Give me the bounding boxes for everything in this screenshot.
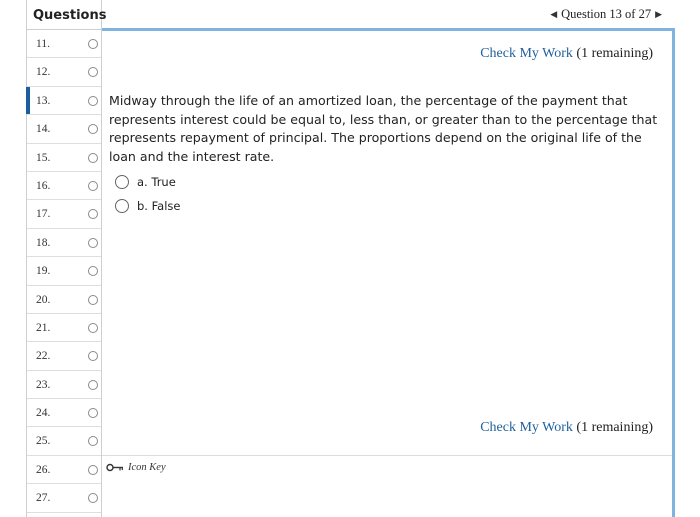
check-my-work-link[interactable]: Check My Work <box>480 46 573 61</box>
option-false[interactable] <box>115 199 180 213</box>
sidebar-question-item[interactable] <box>27 399 101 427</box>
question-number: 19. <box>36 265 51 278</box>
question-number: 18. <box>36 236 51 249</box>
question-number: 21. <box>36 321 51 334</box>
question-text: Midway through the life of an amortized loan, the percentage of the payment that represents interest could be equal to, less than, or greater than to the percentage that represents repayment of principal. The proportions depend on the original life of the loan and the interest rate. <box>109 93 658 164</box>
status-circle-icon <box>88 266 98 276</box>
sidebar-question-item[interactable] <box>27 257 101 285</box>
option-label: b. False <box>137 199 181 213</box>
status-circle-icon <box>88 39 98 49</box>
question-number: 24. <box>36 407 51 420</box>
question-number: 17. <box>36 208 51 221</box>
sidebar-question-item[interactable] <box>27 342 101 370</box>
sidebar-question-item[interactable] <box>27 456 101 484</box>
question-number: 23. <box>36 378 51 391</box>
sidebar-question-item[interactable] <box>27 371 101 399</box>
question-panel <box>102 28 675 517</box>
option-true[interactable] <box>115 175 176 189</box>
check-my-work-bottom <box>480 420 653 436</box>
question-position-label: Question 13 of 27 <box>561 7 652 21</box>
check-my-work-remaining: (1 remaining) <box>576 420 653 435</box>
status-circle-icon <box>88 153 98 163</box>
question-number: 12. <box>36 66 51 79</box>
sidebar-header <box>27 0 107 30</box>
question-number: 22. <box>36 350 51 363</box>
status-circle-icon <box>88 96 98 106</box>
sidebar-question-item[interactable] <box>27 172 101 200</box>
sidebar-question-item[interactable] <box>27 200 101 228</box>
status-circle-icon <box>88 238 98 248</box>
question-number: 15. <box>36 151 51 164</box>
sidebar-question-item[interactable] <box>27 286 101 314</box>
sidebar-title: Questions <box>33 8 107 23</box>
question-number: 25. <box>36 435 51 448</box>
status-circle-icon <box>88 465 98 475</box>
radio-button[interactable] <box>115 199 129 213</box>
previous-question-icon[interactable]: ◀ <box>550 9 558 19</box>
status-circle-icon <box>88 323 98 333</box>
question-number: 14. <box>36 123 51 136</box>
radio-button[interactable] <box>115 175 129 189</box>
question-number: 20. <box>36 293 51 306</box>
sidebar-question-item[interactable] <box>27 427 101 455</box>
sidebar-question-item[interactable] <box>27 484 101 512</box>
sidebar-question-item[interactable] <box>27 58 101 86</box>
sidebar-question-item[interactable] <box>27 314 101 342</box>
next-question-icon[interactable]: ▶ <box>655 9 662 19</box>
sidebar-question-item[interactable] <box>27 229 101 257</box>
key-icon <box>106 463 124 472</box>
sidebar-question-item[interactable] <box>27 144 101 172</box>
status-circle-icon <box>88 436 98 446</box>
status-circle-icon <box>88 67 98 77</box>
status-circle-icon <box>88 380 98 390</box>
status-circle-icon <box>88 124 98 134</box>
question-number: 26. <box>36 463 51 476</box>
question-number: 13. <box>36 94 51 107</box>
icon-key-button[interactable] <box>106 462 166 473</box>
sidebar-question-item[interactable] <box>27 30 101 58</box>
status-circle-icon <box>88 351 98 361</box>
status-circle-icon <box>88 181 98 191</box>
question-number: 11. <box>36 38 50 50</box>
check-my-work-remaining: (1 remaining) <box>576 46 653 61</box>
footer-divider <box>102 455 672 456</box>
check-my-work-top <box>480 46 653 62</box>
question-number: 16. <box>36 179 51 192</box>
icon-key-label: Icon Key <box>128 462 166 473</box>
status-circle-icon <box>88 408 98 418</box>
question-navigation <box>550 7 662 22</box>
question-sidebar <box>26 0 107 517</box>
sidebar-question-item[interactable] <box>27 115 101 143</box>
question-number: 27. <box>36 492 51 505</box>
check-my-work-link[interactable]: Check My Work <box>480 420 573 435</box>
question-list <box>27 30 101 513</box>
status-circle-icon <box>88 295 98 305</box>
option-label: a. True <box>137 175 176 189</box>
status-circle-icon <box>88 209 98 219</box>
sidebar-question-item[interactable] <box>27 87 101 115</box>
status-circle-icon <box>88 493 98 503</box>
